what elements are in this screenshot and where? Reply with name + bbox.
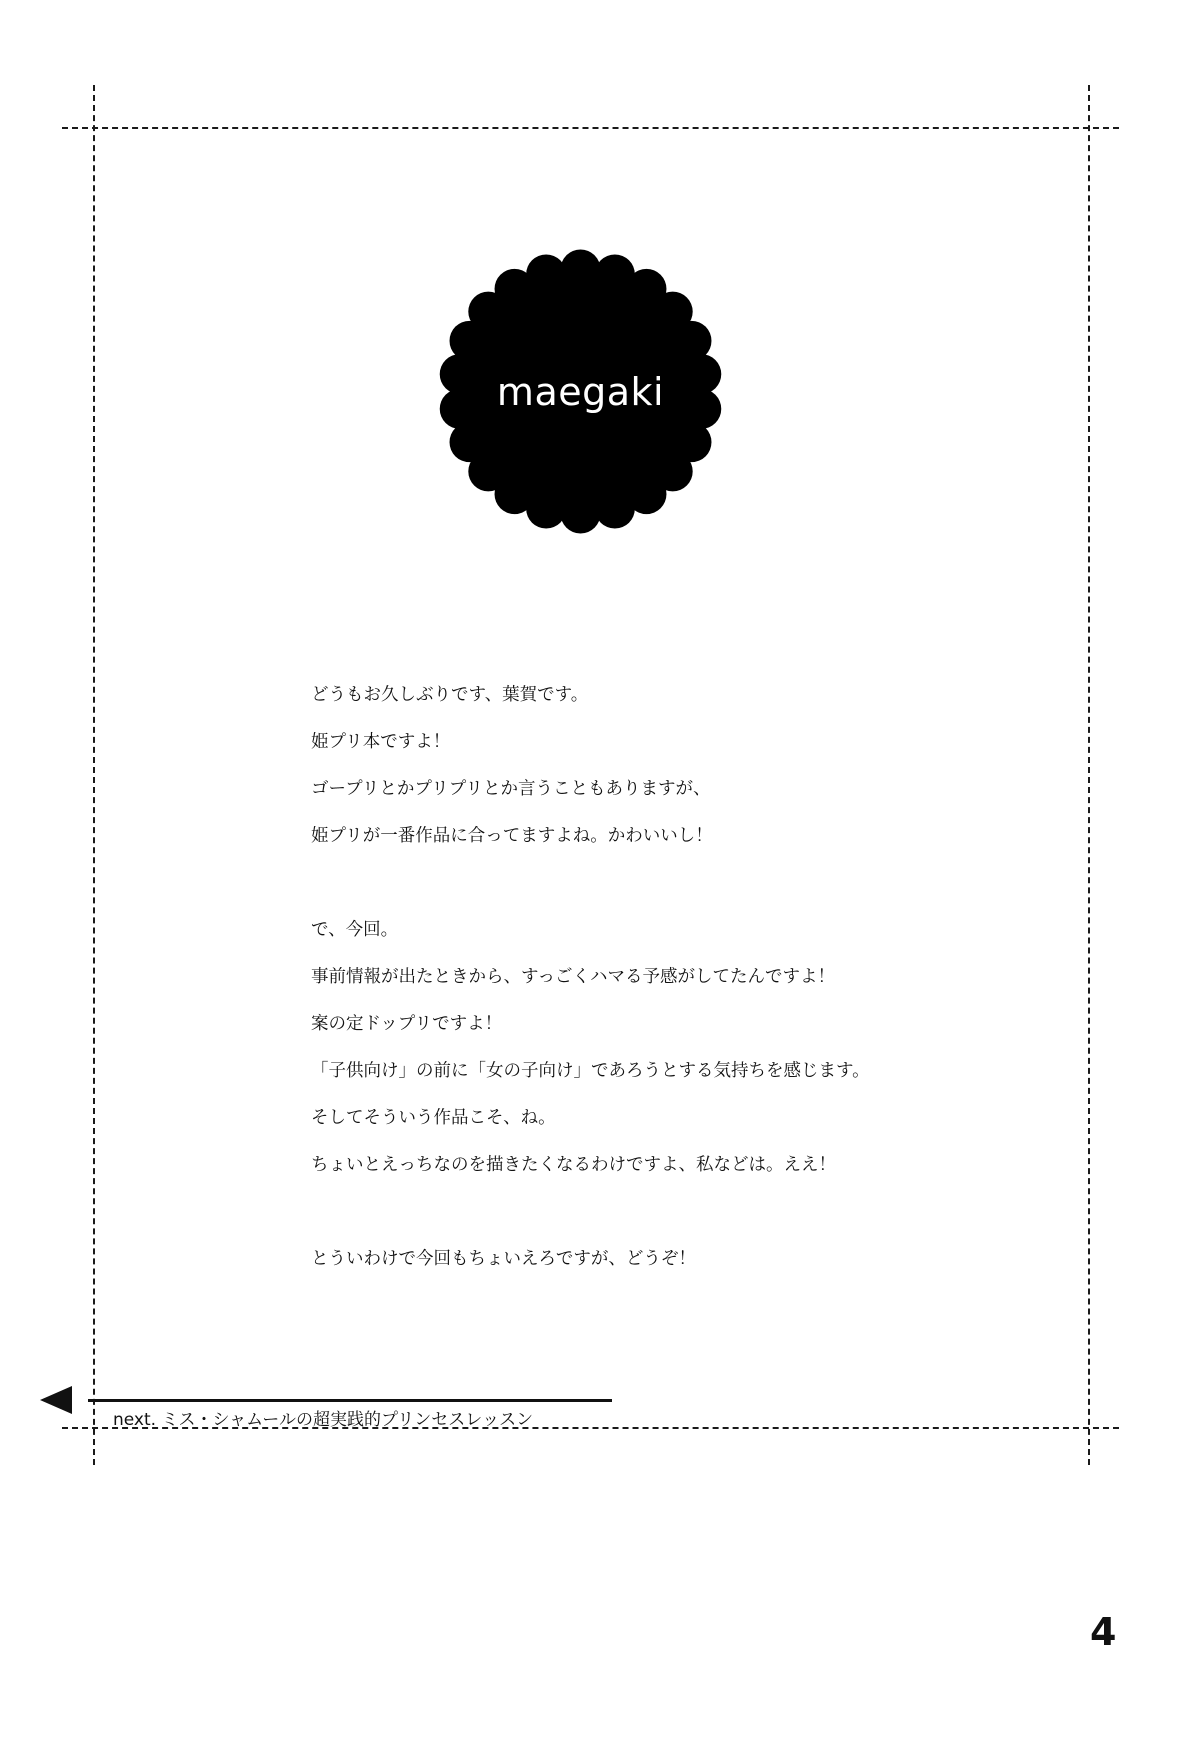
text-line: とういわけで今回もちょいえろですが、どうぞ！ xyxy=(311,1249,696,1269)
text-line: どうもお久しぶりです、葉賀です。 xyxy=(311,685,589,705)
crop-guide-right xyxy=(1088,85,1090,1465)
paragraph xyxy=(311,672,1031,860)
crop-guide-top xyxy=(62,127,1119,129)
next-chapter-label: next. ミス・シャムールの超実践的プリンセスレッスン xyxy=(113,1410,534,1430)
text-line: 姫プリ本ですよ！ xyxy=(311,732,451,752)
text-line: 案の定ドップリですよ！ xyxy=(311,1014,503,1034)
left-arrow-icon xyxy=(40,1386,72,1414)
text-line: 事前情報が出たときから、すっごくハマる予感がしてたんですよ！ xyxy=(311,967,835,987)
text-line: ゴープリとかプリプリとか言うこともありますが、 xyxy=(311,779,711,799)
badge-title: maegaki xyxy=(496,369,665,414)
next-rule-divider xyxy=(88,1399,612,1402)
text-line: ちょいとえっちなのを描きたくなるわけですよ、私などは。ええ！ xyxy=(311,1155,836,1175)
preface-body xyxy=(311,672,1031,1283)
text-line: 「子供向け」の前に「女の子向け」であろうとする気持ちを感じます。 xyxy=(311,1061,870,1081)
text-line: で、今回。 xyxy=(311,920,399,940)
text-line: 姫プリが一番作品に合ってますよね。かわいいし！ xyxy=(311,826,713,846)
text-line: そしてそういう作品こそ、ね。 xyxy=(311,1108,556,1128)
paragraph xyxy=(311,1236,1031,1283)
scalloped-badge xyxy=(432,243,729,540)
page-number: 4 xyxy=(1090,1610,1117,1654)
crop-guide-left xyxy=(93,85,95,1465)
paragraph xyxy=(311,907,1031,1189)
